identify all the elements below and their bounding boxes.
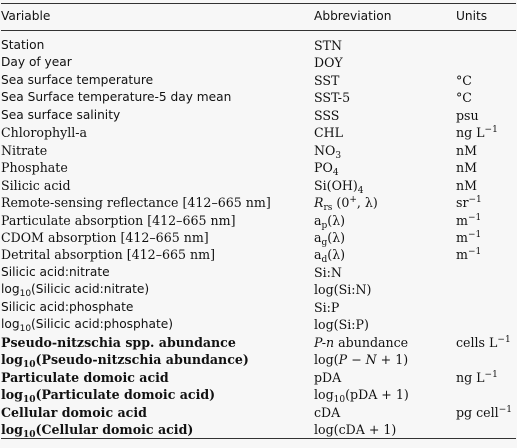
cell-variable <box>1 351 314 371</box>
cell-abbreviation <box>314 351 456 368</box>
cell-units <box>456 299 516 316</box>
abbr-sup: + <box>349 195 357 206</box>
cell-variable: Phosphate <box>1 160 68 176</box>
table-row <box>1 229 516 246</box>
table-row <box>1 351 516 368</box>
table-row <box>1 316 516 333</box>
cell-variable: Silicic acid:nitrate <box>1 264 110 279</box>
var-sub: 10 <box>19 324 32 335</box>
cell-abbreviation: log(cDA + 1) <box>314 421 397 437</box>
cell-units <box>456 316 516 333</box>
var-main: log <box>1 317 20 332</box>
cell-abbreviation: log(Si:N) <box>314 282 372 298</box>
cell-variable <box>1 386 314 406</box>
var-rest: (Particulate domoic acid) <box>35 387 216 403</box>
cell-units <box>456 124 516 141</box>
cell-abbreviation: Si:P <box>314 299 340 315</box>
cell-abbreviation: SST-5 <box>314 90 351 106</box>
cell-variable: CDOM absorption [412–665 nm] <box>1 229 209 245</box>
table-row <box>1 194 516 211</box>
abbr-main: PO <box>314 160 333 176</box>
cell-abbreviation: pDA <box>314 369 342 385</box>
abbr-paren: (0 <box>332 195 350 211</box>
table-row <box>1 142 516 159</box>
abbr-main: R <box>314 195 324 211</box>
abbr-sub: rs <box>323 203 333 214</box>
table-row <box>1 386 516 403</box>
abbr-sub: 4 <box>357 185 364 196</box>
cell-units <box>456 421 516 439</box>
cell-abbreviation: SSS <box>314 107 340 123</box>
var-rest: (Silicic acid:phosphate) <box>31 317 173 332</box>
cell-abbreviation <box>314 246 456 266</box>
table-header-row <box>1 4 516 31</box>
cell-abbreviation <box>314 177 456 194</box>
cell-units: °C <box>456 72 472 88</box>
abbr-italic: P − N <box>338 352 377 368</box>
abbr-main: a <box>314 247 322 263</box>
var-rest: (Silicic acid:nitrate) <box>31 282 150 297</box>
table-row <box>1 124 516 141</box>
units-sup: −1 <box>467 247 482 258</box>
abbr-sub: g <box>321 237 328 248</box>
units-main: ng L <box>456 369 485 385</box>
units-sup: −1 <box>467 229 482 240</box>
abbr-rest: , λ) <box>356 195 378 211</box>
table-row <box>1 281 516 298</box>
cell-units <box>456 246 516 263</box>
table-row <box>1 246 516 263</box>
var-sub: 10 <box>23 429 36 440</box>
cell-abbreviation: Si:N <box>314 264 342 280</box>
var-rest: (Cellular domoic acid) <box>35 421 194 437</box>
abbr-sub: 4 <box>332 168 339 179</box>
var-sub: 10 <box>23 360 36 371</box>
abbr-sub: p <box>321 220 328 231</box>
abbr-sub: 3 <box>335 150 342 161</box>
var-sub: 10 <box>19 289 32 300</box>
cell-variable: Sea surface temperature <box>1 72 154 87</box>
cell-units <box>456 369 516 386</box>
cell-units <box>456 212 516 229</box>
abbr-rest: (λ) <box>327 212 346 228</box>
table-row <box>1 334 516 351</box>
cell-abbreviation: SST <box>314 72 340 88</box>
table-row <box>1 264 516 281</box>
units-sup: −1 <box>498 404 512 415</box>
cell-abbreviation: cDA <box>314 404 341 420</box>
cell-variable: Particulate domoic acid <box>1 369 169 385</box>
table-row <box>1 31 516 55</box>
table-row <box>1 421 516 439</box>
table-row <box>1 107 516 124</box>
units-main: ng L <box>456 125 485 141</box>
table-row <box>1 404 516 421</box>
units-sup: −1 <box>468 195 482 206</box>
abbr-sub: 10 <box>333 395 346 406</box>
table-row <box>1 299 516 316</box>
abbr-main: Si(OH) <box>314 177 358 193</box>
cell-units <box>456 404 516 421</box>
cell-variable <box>1 281 314 298</box>
cell-units <box>456 334 516 351</box>
table-row <box>1 54 516 71</box>
cell-variable: Station <box>1 38 45 52</box>
units-main: cells L <box>456 334 498 350</box>
table-row <box>1 89 516 106</box>
cell-variable <box>1 316 314 333</box>
cell-units <box>456 194 516 211</box>
units-main: m <box>456 247 468 263</box>
cell-units <box>456 54 516 71</box>
header-abbreviation: Abbreviation <box>314 9 392 23</box>
cell-units: °C <box>456 90 472 106</box>
cell-variable: Sea Surface temperature-5 day mean <box>1 90 232 105</box>
table-row <box>1 212 516 229</box>
cell-units: nM <box>456 177 478 193</box>
units-main: pg cell <box>456 404 499 420</box>
cell-variable: Silicic acid <box>1 177 71 193</box>
cell-abbreviation: log(Si:P) <box>314 317 369 333</box>
abbr-main: a <box>314 229 322 245</box>
cell-abbreviation <box>314 194 456 214</box>
units-sup: −1 <box>467 212 482 223</box>
abbr-main: log( <box>314 352 339 368</box>
abbr-main: NO <box>314 142 336 158</box>
variables-table <box>1 3 516 439</box>
abbr-main: log <box>314 387 334 403</box>
cell-variable: Silicic acid:phosphate <box>1 299 134 314</box>
cell-units <box>456 264 516 281</box>
abbr-sub: d <box>321 255 328 266</box>
var-main: log <box>1 421 23 437</box>
cell-abbreviation <box>314 212 456 229</box>
cell-variable: Detrital absorption [412–665 nm] <box>1 247 215 263</box>
cell-variable: Nitrate <box>1 142 48 158</box>
cell-units <box>456 229 516 246</box>
cell-abbreviation <box>314 142 456 159</box>
abbr-main: a <box>314 212 322 228</box>
var-main: log <box>1 387 23 403</box>
cell-abbreviation <box>314 229 456 246</box>
cell-variable: Chlorophyll-a <box>1 125 88 141</box>
cell-variable: Cellular domoic acid <box>1 404 147 420</box>
cell-variable: Particulate absorption [412–665 nm] <box>1 212 236 228</box>
cell-variable: Pseudo-nitzschia spp. abundance <box>1 334 236 350</box>
abbr-italic: P-n <box>314 334 335 350</box>
cell-abbreviation <box>314 334 456 351</box>
cell-variable: Sea surface salinity <box>1 107 121 122</box>
cell-abbreviation <box>314 386 456 406</box>
units-sup: −1 <box>497 334 511 345</box>
cell-units <box>456 386 516 403</box>
cell-variable <box>1 421 314 439</box>
var-rest: (Pseudo-nitzschia abundance) <box>35 352 249 368</box>
header-units: Units <box>456 9 488 23</box>
cell-abbreviation <box>314 159 456 179</box>
header-variable: Variable <box>1 9 51 23</box>
cell-abbreviation: DOY <box>314 55 343 71</box>
units-sup: −1 <box>484 369 498 380</box>
var-sub: 10 <box>23 395 36 406</box>
var-main: log <box>1 352 23 368</box>
cell-units <box>456 31 516 55</box>
cell-units <box>456 351 516 368</box>
abbr-rest: + 1) <box>376 352 409 368</box>
abbr-rest: abundance <box>334 334 409 350</box>
var-main: log <box>1 282 20 297</box>
table-row <box>1 177 516 194</box>
table-row <box>1 72 516 89</box>
cell-units: nM <box>456 142 478 158</box>
table-row <box>1 369 516 386</box>
units-sup: −1 <box>484 125 498 136</box>
units-main: m <box>456 229 468 245</box>
units-main: sr <box>456 195 469 211</box>
cell-variable: Day of year <box>1 55 72 70</box>
cell-units <box>456 281 516 298</box>
cell-abbreviation: CHL <box>314 125 343 141</box>
abbr-rest: (pDA + 1) <box>345 387 409 403</box>
table-row <box>1 159 516 176</box>
units-main: m <box>456 212 468 228</box>
cell-variable: Remote-sensing reflectance [412–665 nm] <box>1 195 271 211</box>
abbr-rest: (λ) <box>327 229 346 245</box>
cell-units: psu <box>456 107 479 123</box>
abbr-rest: (λ) <box>327 247 346 263</box>
cell-units: nM <box>456 160 478 176</box>
cell-abbreviation: STN <box>314 38 343 53</box>
